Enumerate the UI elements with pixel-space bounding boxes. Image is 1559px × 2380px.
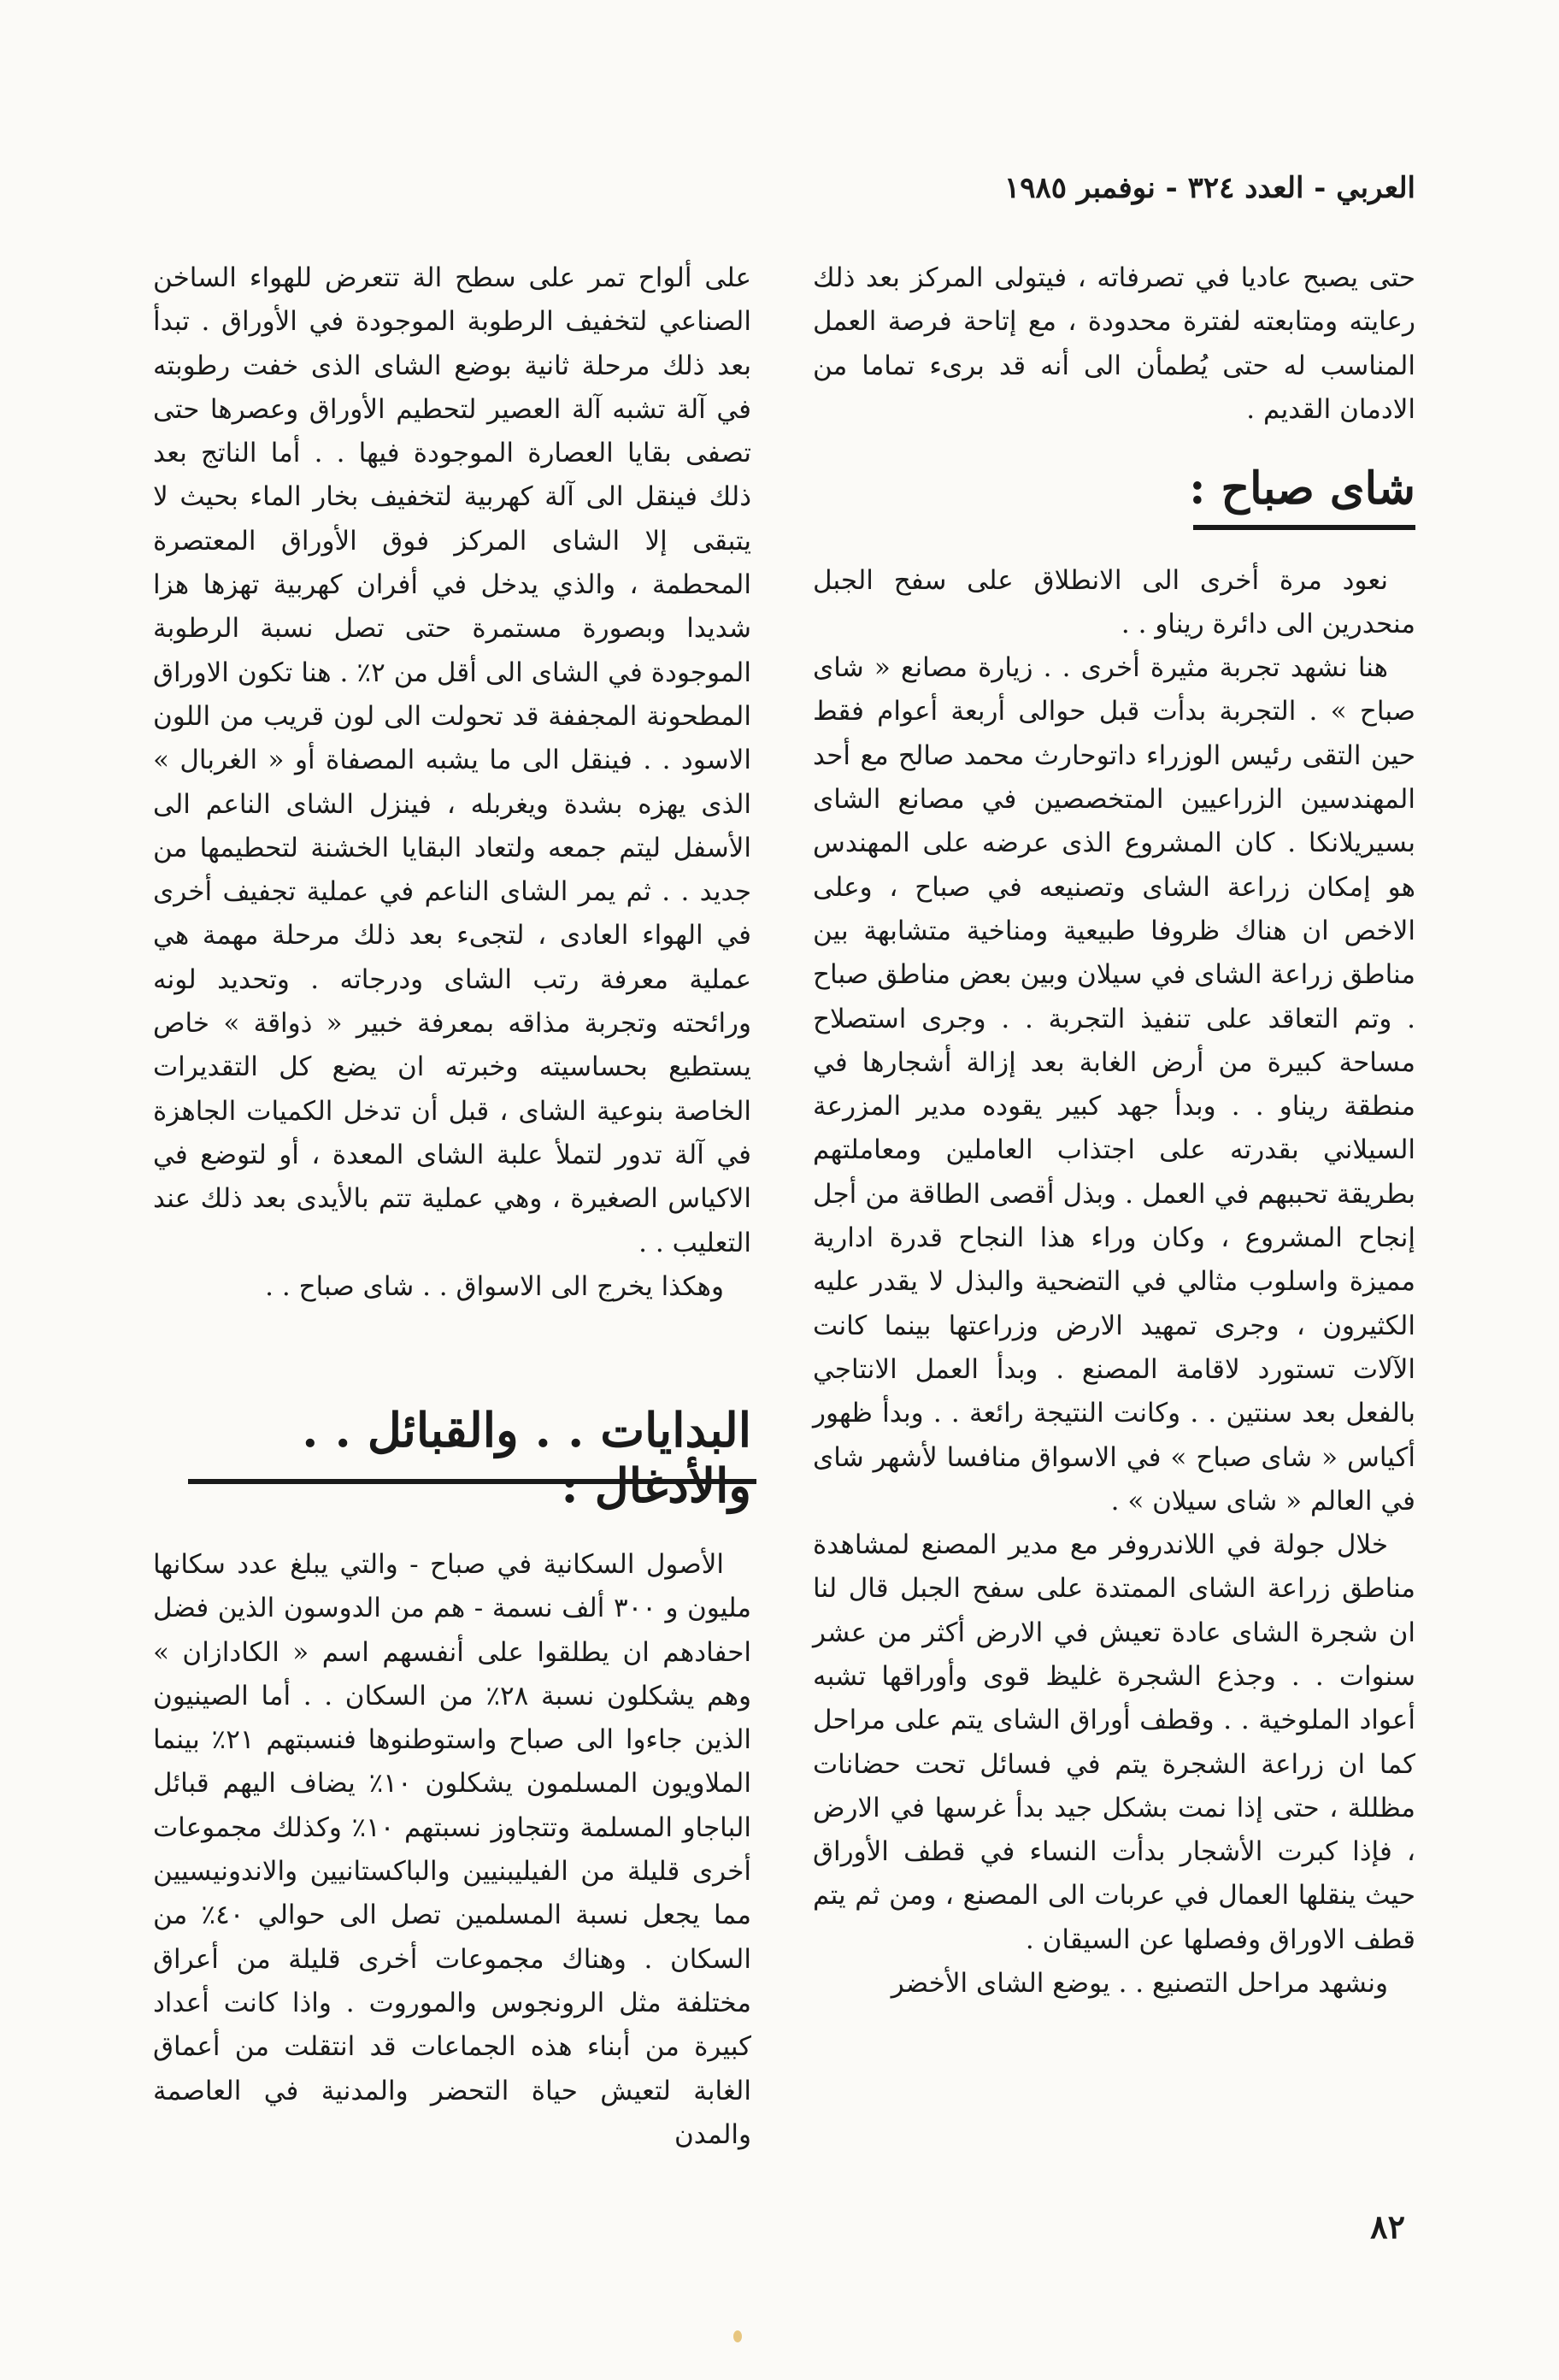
paper-speck	[733, 2330, 742, 2342]
closing-line: وهكذا يخرج الى الاسواق . . شاى صباح . .	[265, 1270, 724, 1302]
section-heading-underline	[188, 1479, 756, 1484]
body-paragraph: نعود مرة أخرى الى الانطلاق على سفح الجبل منحدرين الى دائرة ريناو . .	[813, 564, 1415, 639]
running-head: العربي - العدد ٣٢٤ - نوفمبر ١٩٨٥	[1003, 171, 1415, 205]
left-column-bottom	[153, 1543, 751, 2157]
intro-paragraph: حتى يصبح عاديا في تصرفاته ، فيتولى المركز بعد ذلك رعايته ومتابعته لفترة محدودة ، مع إتاحة فرصة العمل المناسب له حتى يُطمأن الى أنه قد برىء تماما من الادمان القديم .	[813, 262, 1415, 425]
body-paragraph: على ألواح تمر على سطح الة تتعرض للهواء الساخن الصناعي لتخفيف الرطوبة الموجودة في الأوراق . تبدأ بعد ذلك مرحلة ثانية بوضع الشاى الذى خفت رطوبته في آلة تشبه آلة العصير لتحطيم الأوراق وعصرها حتى تصفى بقايا العصارة الموجودة فيها . . أما الناتج بعد ذلك فينقل الى آلة كهربية لتخفيف بخار الماء بحيث لا يتبقى إلا الشاى المركز فوق الأوراق المعتصرة المحطمة ، والذي يدخل في أفران كهربية تهزها هزا شديدا وبصورة مستمرة حتى تصل نسبة الرطوبة الموجودة في الشاى الى أقل من ٢٪ . هنا تكون الاوراق المطحونة المجففة قد تحولت الى لون قريب من اللون الاسود . . فينقل الى ما يشبه المصفاة أو « الغربال » الذى يهزه بشدة ويغربله ، فينزل الشاى الناعم الى الأسفل ليتم جمعه ولتعاد البقايا الخشنة لتحطيمها من جديد . . ثم يمر الشاى الناعم في عملية تجفيف أخرى في الهواء العادى ، لتجىء بعد ذلك مرحلة مهمة هي عملية معرفة رتب الشاى ودرجاته . وتحديد لونه ورائحته وتجربة مذاقه بمعرفة خبير « ذواقة » خاص يستطيع بحساسيته وخبرته ان يضع كل التقديرات الخاصة بنوعية الشاى ، قبل أن تدخل الكميات الجاهزة في آلة تدور لتملأ علبة الشاى المعدة ، أو لتوضع في الاكياس الصغيرة ، وهي عملية تتم بالأيدى بعد ذلك عند التعليب . .	[153, 262, 751, 1258]
right-column	[813, 256, 1415, 2006]
body-paragraph: الأصول السكانية في صباح - والتي يبلغ عدد سكانها مليون و ٣٠٠ ألف نسمة - هم من الدوسون الذين فضل احفادهم ان يطلقوا على أنفسهم اسم « الكادازان » وهم يشكلون نسبة ٢٨٪ من السكان . . أما الصينيون الذين جاءوا الى صباح واستوطنوها فنسبتهم ٢١٪ بينما الملاويون المسلمون يشكلون ١٠٪ يضاف اليهم قبائل الباجاو المسلمة وتتجاوز نسبتهم ١٠٪ وكذلك مجموعات أخرى قليلة من الفيليبنيين والباكستانيين والاندونيسيين مما يجعل نسبة المسلمين تصل الى حوالي ٤٠٪ من السكان . وهناك مجموعات أخرى قليلة من أعراق مختلفة مثل الرونجوس والموروت . واذا كانت أعداد كبيرة من أبناء هذه الجماعات قد انتقلت من أعماق الغابة لتعيش حياة التحضر والمدنية في العاصمة والمدن	[153, 1549, 752, 2150]
left-column-top	[153, 256, 751, 1309]
subheading-sabah-tea: شاى صباح :	[1189, 462, 1415, 515]
subheading-underline	[1193, 525, 1415, 530]
section-heading: البدايات . . والقبائل . . والأدغال :	[302, 1402, 751, 1513]
body-paragraph: هنا نشهد تجربة مثيرة أخرى . . زيارة مصانع « شاى صباح » . التجربة بدأت قبل حوالى أربعة أعوام فقط حين التقى رئيس الوزراء داتوحارث محمد صالح مع أحد المهندسين الزراعيين المتخصصين في مصانع الشاى بسيريلانكا . كان المشروع الذى عرضه على المهندس هو إمكان زراعة الشاى وتصنيعه في صباح ، وعلى الاخص ان هناك ظروفا طبيعية ومناخية متشابهة بين مناطق زراعة الشاى في سيلان وبين بعض مناطق صباح . وتم التعاقد على تنفيذ التجربة . . وجرى استصلاح مساحة كبيرة من أرض الغابة بعد إزالة أشجارها في منطقة ريناو . . وبدأ جهد كبير يقوده مدير المزرعة السيلاني بقدرته على اجتذاب العاملين ومعاملتهم بطريقة تحببهم في العمل . وبذل أقصى الطاقة من أجل إنجاح المشروع ، وكان وراء هذا النجاح قدرة ادارية مميزة واسلوب مثالي في التضحية والبذل لا يقدر عليه الكثيرون ، وجرى تمهيد الارض وزراعتها بينما كانت الآلات تستورد لاقامة المصنع . وبدأ العمل الانتاجي بالفعل بعد سنتين . . وكانت النتيجة رائعة . . وبدأ ظهور أكياس « شاى صباح » في الاسواق منافسا لأشهر شاى في العالم « شاى سيلان » .	[813, 652, 1415, 1517]
body-paragraph: خلال جولة في اللاندروفر مع مدير المصنع لمشاهدة مناطق زراعة الشاى الممتدة على سفح الجبل قال لنا ان شجرة الشاى عادة تعيش في الارض أكثر من عشر سنوات . . وجذع الشجرة غليظ قوى وأوراقها تشبه أعواد الملوخية . . وقطف أوراق الشاى يتم على مراحل كما ان زراعة الشجرة يتم في فسائل تحت حضانات مظللة ، حتى إذا نمت بشكل جيد بدأ غرسها في الارض ، فإذا كبرت الأشجار بدأت النساء في قطف الأوراق حيث ينقلها العمال في عربات الى المصنع ، ومن ثم يتم قطف الاوراق وفصلها عن السيقان .	[813, 1529, 1415, 1955]
body-paragraph: ونشهد مراحل التصنيع . . يوضع الشاى الأخضر	[891, 1968, 1388, 2000]
page-number: ٨٢	[1370, 2207, 1405, 2246]
